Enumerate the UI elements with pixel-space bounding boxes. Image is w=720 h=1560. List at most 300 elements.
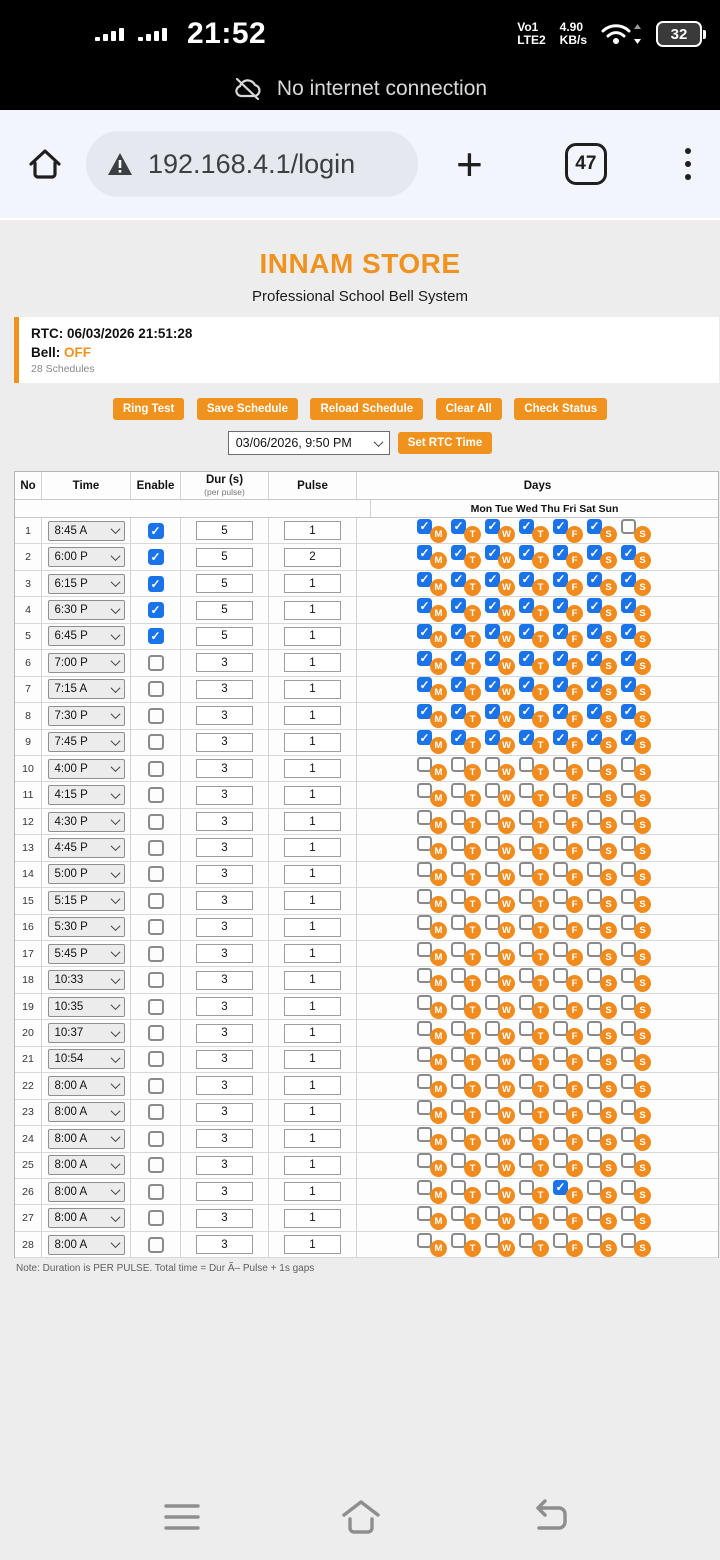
day-letter-badge: M <box>430 579 447 596</box>
chevron-down-icon <box>110 894 120 904</box>
day-letter-badge: S <box>600 1187 617 1204</box>
day-toggle <box>485 757 519 781</box>
time-select[interactable] <box>48 812 125 832</box>
enable-checkbox[interactable] <box>148 734 164 750</box>
time-select-value: 8:00 A <box>54 1106 88 1119</box>
time-select-value: 7:00 P <box>54 656 88 669</box>
row-cell-dur <box>181 1153 269 1178</box>
enable-checkbox[interactable] <box>148 972 164 988</box>
day-toggle <box>553 1153 587 1177</box>
time-select[interactable] <box>48 917 125 937</box>
pulse-input[interactable]: 1 <box>284 1050 341 1069</box>
pulse-input[interactable]: 1 <box>284 1103 341 1122</box>
duration-input[interactable]: 3 <box>196 891 253 910</box>
row-cell-no <box>15 730 42 755</box>
day-toggle <box>587 1047 621 1071</box>
enable-checkbox[interactable] <box>148 1078 164 1094</box>
row-cell-enable <box>131 888 181 913</box>
day-letter-badge: W <box>498 1081 515 1098</box>
enable-checkbox[interactable] <box>148 787 164 803</box>
table-row <box>15 1232 718 1258</box>
rtc-datetime: RTC: 06/03/2026 21:51:28 <box>31 326 193 341</box>
day-toggle <box>621 598 655 622</box>
enable-checkbox[interactable] <box>148 602 164 618</box>
duration-input[interactable]: 3 <box>196 865 253 884</box>
enable-checkbox[interactable] <box>148 919 164 935</box>
pulse-input[interactable]: 1 <box>284 733 341 752</box>
table-row <box>15 1073 718 1099</box>
day-toggle <box>451 915 485 939</box>
check-status-button[interactable]: Check Status <box>514 398 607 420</box>
duration-input[interactable]: 3 <box>196 1050 253 1069</box>
pulse-input[interactable]: 1 <box>284 653 341 672</box>
days-subheader: Mon Tue Wed Thu Fri Sat Sun <box>470 502 619 515</box>
time-select[interactable] <box>48 1129 125 1149</box>
pulse-input[interactable]: 1 <box>284 521 341 540</box>
day-letter-badge: T <box>464 1134 481 1151</box>
day-letter-badge: M <box>430 631 447 648</box>
time-select[interactable] <box>48 600 125 620</box>
warning-icon[interactable] <box>106 151 134 177</box>
row-cell-no <box>15 650 42 675</box>
row-cell-time <box>42 597 131 622</box>
time-select[interactable] <box>48 1208 125 1228</box>
time-select[interactable] <box>48 944 125 964</box>
time-select-value: 6:00 P <box>54 551 88 564</box>
enable-checkbox[interactable] <box>148 523 164 539</box>
pulse-input[interactable]: 1 <box>284 1209 341 1228</box>
day-toggle <box>485 889 519 913</box>
day-toggle <box>519 1127 553 1151</box>
day-letter-badge: F <box>566 631 583 648</box>
day-letter-badge: S <box>600 1240 617 1257</box>
row-cell-enable <box>131 941 181 966</box>
duration-input[interactable]: 5 <box>196 548 253 567</box>
pulse-input[interactable]: 1 <box>284 891 341 910</box>
table-row <box>15 1020 718 1046</box>
duration-input[interactable]: 3 <box>196 1076 253 1095</box>
pulse-input[interactable]: 1 <box>284 944 341 963</box>
duration-input[interactable]: 3 <box>196 997 253 1016</box>
footer-note: Note: Duration is PER PULSE. Total time = Dur Ã– Pulse + 1s gaps <box>16 1263 315 1275</box>
time-select-value: 8:00 A <box>54 1159 88 1172</box>
day-letter-badge: T <box>464 1028 481 1045</box>
day-letter-badge: T <box>464 684 481 701</box>
chevron-down-icon <box>110 815 120 825</box>
day-toggle <box>519 598 553 622</box>
day-letter-badge: S <box>600 896 617 913</box>
time-select[interactable] <box>48 838 125 858</box>
duration-input[interactable]: 5 <box>196 627 253 646</box>
time-select[interactable] <box>48 1182 125 1202</box>
back-nav-icon[interactable] <box>528 1498 570 1534</box>
day-letter-badge: T <box>532 922 549 939</box>
col-enable: Enable <box>131 472 181 499</box>
day-letter-badge: F <box>566 579 583 596</box>
day-letter-badge: T <box>464 896 481 913</box>
day-toggle <box>621 677 655 701</box>
day-letter-badge: S <box>634 1054 651 1071</box>
enable-checkbox[interactable] <box>148 999 164 1015</box>
time-select[interactable] <box>48 706 125 726</box>
day-letter-badge: W <box>498 684 515 701</box>
wifi-icon <box>601 22 642 46</box>
day-toggle <box>553 730 587 754</box>
day-toggle <box>519 545 553 569</box>
wifi-arrows-icon <box>633 23 642 45</box>
row-cell-no <box>15 888 42 913</box>
row-cell-pulse <box>269 624 357 649</box>
page-subtitle: Professional School Bell System <box>252 288 468 305</box>
day-letter-badge: M <box>430 1107 447 1124</box>
day-letter-badge: T <box>532 658 549 675</box>
duration-input[interactable]: 3 <box>196 1103 253 1122</box>
datetime-input[interactable] <box>228 431 390 455</box>
row-cell-days <box>357 967 718 992</box>
duration-input[interactable]: 3 <box>196 1024 253 1043</box>
pulse-input[interactable]: 1 <box>284 759 341 778</box>
set-rtc-time-button[interactable]: Set RTC Time <box>398 432 493 454</box>
time-select-value: 4:00 P <box>54 762 88 775</box>
chevron-down-icon <box>110 1132 120 1142</box>
day-letter-badge: F <box>566 896 583 913</box>
time-select[interactable] <box>48 997 125 1017</box>
time-select[interactable] <box>48 547 125 567</box>
row-cell-dur <box>181 782 269 807</box>
row-cell-no <box>15 1205 42 1230</box>
row-cell-enable <box>131 544 181 569</box>
time-select-value: 7:30 P <box>54 709 88 722</box>
day-toggle <box>417 1021 451 1045</box>
time-select[interactable] <box>48 574 125 594</box>
duration-input[interactable]: 3 <box>196 1235 253 1254</box>
day-toggle <box>587 1206 621 1230</box>
home-icon[interactable] <box>24 143 66 185</box>
time-select[interactable] <box>48 1076 125 1096</box>
enable-checkbox[interactable] <box>148 1025 164 1041</box>
duration-input[interactable]: 3 <box>196 838 253 857</box>
pulse-input[interactable]: 1 <box>284 601 341 620</box>
day-letter-badge: T <box>464 658 481 675</box>
pulse-input[interactable]: 1 <box>284 1156 341 1175</box>
ring-test-button[interactable]: Ring Test <box>113 398 185 420</box>
time-select[interactable] <box>48 732 125 752</box>
enable-checkbox[interactable] <box>148 1157 164 1173</box>
row-cell-no <box>15 1047 42 1072</box>
day-letter-badge: F <box>566 737 583 754</box>
day-toggle <box>553 995 587 1019</box>
duration-input[interactable]: 3 <box>196 971 253 990</box>
chevron-down-icon <box>110 1053 120 1063</box>
row-cell-days <box>357 703 718 728</box>
day-letter-badge: F <box>566 817 583 834</box>
day-letter-badge: S <box>600 764 617 781</box>
table-row <box>15 756 718 782</box>
row-cell-dur <box>181 518 269 543</box>
enable-checkbox[interactable] <box>148 628 164 644</box>
row-cell-enable <box>131 1205 181 1230</box>
pulse-input[interactable]: 1 <box>284 786 341 805</box>
enable-checkbox[interactable] <box>148 1210 164 1226</box>
row-cell-pulse <box>269 835 357 860</box>
pulse-input[interactable]: 1 <box>284 706 341 725</box>
pulse-input[interactable]: 1 <box>284 627 341 646</box>
day-toggle <box>587 1127 621 1151</box>
pulse-input[interactable]: 1 <box>284 1182 341 1201</box>
day-letter-badge: S <box>600 817 617 834</box>
pulse-input[interactable]: 1 <box>284 680 341 699</box>
duration-input[interactable]: 3 <box>196 786 253 805</box>
pulse-input[interactable]: 1 <box>284 971 341 990</box>
day-toggle <box>621 968 655 992</box>
enable-checkbox[interactable] <box>148 866 164 882</box>
chevron-down-icon <box>110 577 120 587</box>
day-letter-badge: W <box>498 843 515 860</box>
time-select[interactable] <box>48 626 125 646</box>
day-toggle <box>451 1047 485 1071</box>
row-cell-enable <box>131 862 181 887</box>
enable-checkbox[interactable] <box>148 1237 164 1253</box>
day-toggle <box>621 915 655 939</box>
duration-input[interactable]: 3 <box>196 1129 253 1148</box>
day-toggle <box>553 942 587 966</box>
day-letter-badge: T <box>464 1002 481 1019</box>
day-toggle <box>587 1021 621 1045</box>
day-toggle <box>587 545 621 569</box>
day-toggle <box>587 519 621 543</box>
day-letter-badge: T <box>464 1107 481 1124</box>
pulse-input[interactable]: 1 <box>284 1235 341 1254</box>
day-letter-badge: T <box>464 843 481 860</box>
pulse-input[interactable]: 1 <box>284 812 341 831</box>
reload-schedule-button[interactable]: Reload Schedule <box>310 398 423 420</box>
row-cell-days <box>357 915 718 940</box>
time-select[interactable] <box>48 785 125 805</box>
row-cell-no <box>15 703 42 728</box>
enable-checkbox[interactable] <box>148 814 164 830</box>
enable-checkbox[interactable] <box>148 1104 164 1120</box>
url-text[interactable]: 192.168.4.1/login <box>148 148 356 179</box>
table-row <box>15 915 718 941</box>
enable-checkbox[interactable] <box>148 840 164 856</box>
enable-checkbox[interactable] <box>148 893 164 909</box>
time-select-value: 8:00 A <box>54 1132 88 1145</box>
enable-checkbox[interactable] <box>148 1184 164 1200</box>
row-cell-pulse <box>269 1047 357 1072</box>
day-letter-badge: T <box>532 579 549 596</box>
day-toggle <box>485 677 519 701</box>
day-toggle <box>451 810 485 834</box>
duration-input[interactable]: 3 <box>196 759 253 778</box>
time-select[interactable] <box>48 891 125 911</box>
day-toggle <box>417 783 451 807</box>
pulse-input[interactable]: 1 <box>284 1024 341 1043</box>
duration-input[interactable]: 5 <box>196 574 253 593</box>
row-cell-time <box>42 624 131 649</box>
time-select-value: 6:45 P <box>54 630 88 643</box>
pulse-input[interactable]: 1 <box>284 918 341 937</box>
row-cell-dur <box>181 1179 269 1204</box>
day-letter-badge: M <box>430 764 447 781</box>
row-number: 1 <box>25 524 31 537</box>
day-toggle <box>553 651 587 675</box>
day-letter-badge: F <box>566 843 583 860</box>
day-toggle <box>451 1153 485 1177</box>
day-toggle <box>485 572 519 596</box>
row-cell-enable <box>131 1153 181 1178</box>
row-cell-pulse <box>269 941 357 966</box>
day-toggle <box>485 624 519 648</box>
row-cell-enable <box>131 677 181 702</box>
time-select[interactable] <box>48 759 125 779</box>
day-letter-badge: S <box>600 790 617 807</box>
day-letter-badge: F <box>566 1028 583 1045</box>
time-select-value: 8:00 A <box>54 1212 88 1225</box>
pulse-input[interactable]: 1 <box>284 574 341 593</box>
day-letter-badge: T <box>532 737 549 754</box>
duration-input[interactable]: 3 <box>196 1156 253 1175</box>
day-toggle <box>485 1100 519 1124</box>
row-number: 15 <box>22 894 34 907</box>
row-cell-time <box>42 994 131 1019</box>
day-letter-badge: W <box>498 631 515 648</box>
enable-checkbox[interactable] <box>148 708 164 724</box>
day-letter-badge: M <box>430 1240 447 1257</box>
row-cell-days <box>357 888 718 913</box>
time-select[interactable] <box>48 1023 125 1043</box>
row-cell-time <box>42 1153 131 1178</box>
day-toggle <box>417 915 451 939</box>
enable-checkbox[interactable] <box>148 946 164 962</box>
duration-input[interactable]: 3 <box>196 1209 253 1228</box>
row-cell-time <box>42 967 131 992</box>
time-select[interactable] <box>48 1102 125 1122</box>
day-letter-badge: T <box>532 1134 549 1151</box>
row-cell-dur <box>181 1020 269 1045</box>
day-letter-badge: S <box>600 1028 617 1045</box>
day-toggle <box>485 1206 519 1230</box>
row-cell-days <box>357 1232 718 1257</box>
time-select-value: 5:15 P <box>54 894 88 907</box>
day-letter-badge: F <box>566 1054 583 1071</box>
time-select-value: 7:45 P <box>54 736 88 749</box>
day-toggle <box>519 1233 553 1257</box>
row-cell-pulse <box>269 1073 357 1098</box>
duration-input[interactable]: 3 <box>196 1182 253 1201</box>
day-letter-badge: W <box>498 1002 515 1019</box>
enable-checkbox[interactable] <box>148 576 164 592</box>
duration-input[interactable]: 5 <box>196 601 253 620</box>
day-toggle <box>621 704 655 728</box>
day-toggle <box>621 624 655 648</box>
row-cell-dur <box>181 915 269 940</box>
enable-checkbox[interactable] <box>148 549 164 565</box>
enable-checkbox[interactable] <box>148 681 164 697</box>
row-cell-days <box>357 1205 718 1230</box>
day-toggle <box>553 545 587 569</box>
day-toggle <box>553 1127 587 1151</box>
row-number: 2 <box>25 551 31 564</box>
time-select[interactable] <box>48 1049 125 1069</box>
menu-dots-icon[interactable] <box>685 148 691 180</box>
time-select[interactable] <box>48 1155 125 1175</box>
duration-input[interactable]: 3 <box>196 680 253 699</box>
time-select-value: 7:15 A <box>54 683 88 696</box>
duration-input[interactable]: 3 <box>196 706 253 725</box>
home-nav-icon[interactable] <box>341 1498 381 1536</box>
day-toggle <box>587 942 621 966</box>
new-tab-icon[interactable]: + <box>456 138 483 190</box>
duration-input[interactable]: 3 <box>196 733 253 752</box>
row-cell-dur <box>181 941 269 966</box>
row-cell-enable <box>131 650 181 675</box>
clear-all-button[interactable]: Clear All <box>436 398 502 420</box>
day-letter-badge: W <box>498 552 515 569</box>
day-toggle <box>485 1021 519 1045</box>
duration-input[interactable]: 3 <box>196 944 253 963</box>
save-schedule-button[interactable]: Save Schedule <box>197 398 298 420</box>
row-cell-no <box>15 782 42 807</box>
pulse-input[interactable]: 1 <box>284 838 341 857</box>
day-toggle <box>417 545 451 569</box>
row-cell-pulse <box>269 915 357 940</box>
day-letter-badge: F <box>566 1002 583 1019</box>
row-cell-time <box>42 677 131 702</box>
row-cell-no <box>15 1232 42 1257</box>
col-pulse: Pulse <box>269 472 357 499</box>
enable-checkbox[interactable] <box>148 761 164 777</box>
day-letter-badge: W <box>498 790 515 807</box>
time-select[interactable] <box>48 970 125 990</box>
pulse-input[interactable]: 1 <box>284 865 341 884</box>
day-toggle <box>451 1021 485 1045</box>
duration-input[interactable]: 5 <box>196 521 253 540</box>
day-letter-badge: F <box>566 1081 583 1098</box>
day-letter-badge: W <box>498 1160 515 1177</box>
recents-menu-icon[interactable] <box>163 1498 201 1536</box>
address-bar[interactable] <box>86 131 418 197</box>
time-select[interactable] <box>48 521 125 541</box>
day-letter-badge: M <box>430 869 447 886</box>
time-select-value: 10:33 <box>54 974 84 987</box>
day-letter-badge: T <box>464 1187 481 1204</box>
day-letter-badge: T <box>464 737 481 754</box>
duration-input[interactable]: 3 <box>196 918 253 937</box>
time-select[interactable] <box>48 864 125 884</box>
bell-status: Bell: OFF <box>31 345 92 360</box>
pulse-input[interactable]: 1 <box>284 1129 341 1148</box>
duration-input[interactable]: 3 <box>196 653 253 672</box>
enable-checkbox[interactable] <box>148 1051 164 1067</box>
table-row <box>15 571 718 597</box>
tab-switcher[interactable] <box>565 143 607 185</box>
pulse-input[interactable]: 1 <box>284 1076 341 1095</box>
row-cell-no <box>15 518 42 543</box>
enable-checkbox[interactable] <box>148 1131 164 1147</box>
time-select[interactable] <box>48 679 125 699</box>
day-toggle <box>519 1153 553 1177</box>
pulse-input[interactable]: 1 <box>284 997 341 1016</box>
row-cell-enable <box>131 1100 181 1125</box>
pulse-input[interactable]: 2 <box>284 548 341 567</box>
day-toggle <box>553 677 587 701</box>
duration-input[interactable]: 3 <box>196 812 253 831</box>
row-cell-enable <box>131 518 181 543</box>
enable-checkbox[interactable] <box>148 655 164 671</box>
day-toggle <box>519 783 553 807</box>
time-select[interactable] <box>48 653 125 673</box>
time-select[interactable] <box>48 1235 125 1255</box>
